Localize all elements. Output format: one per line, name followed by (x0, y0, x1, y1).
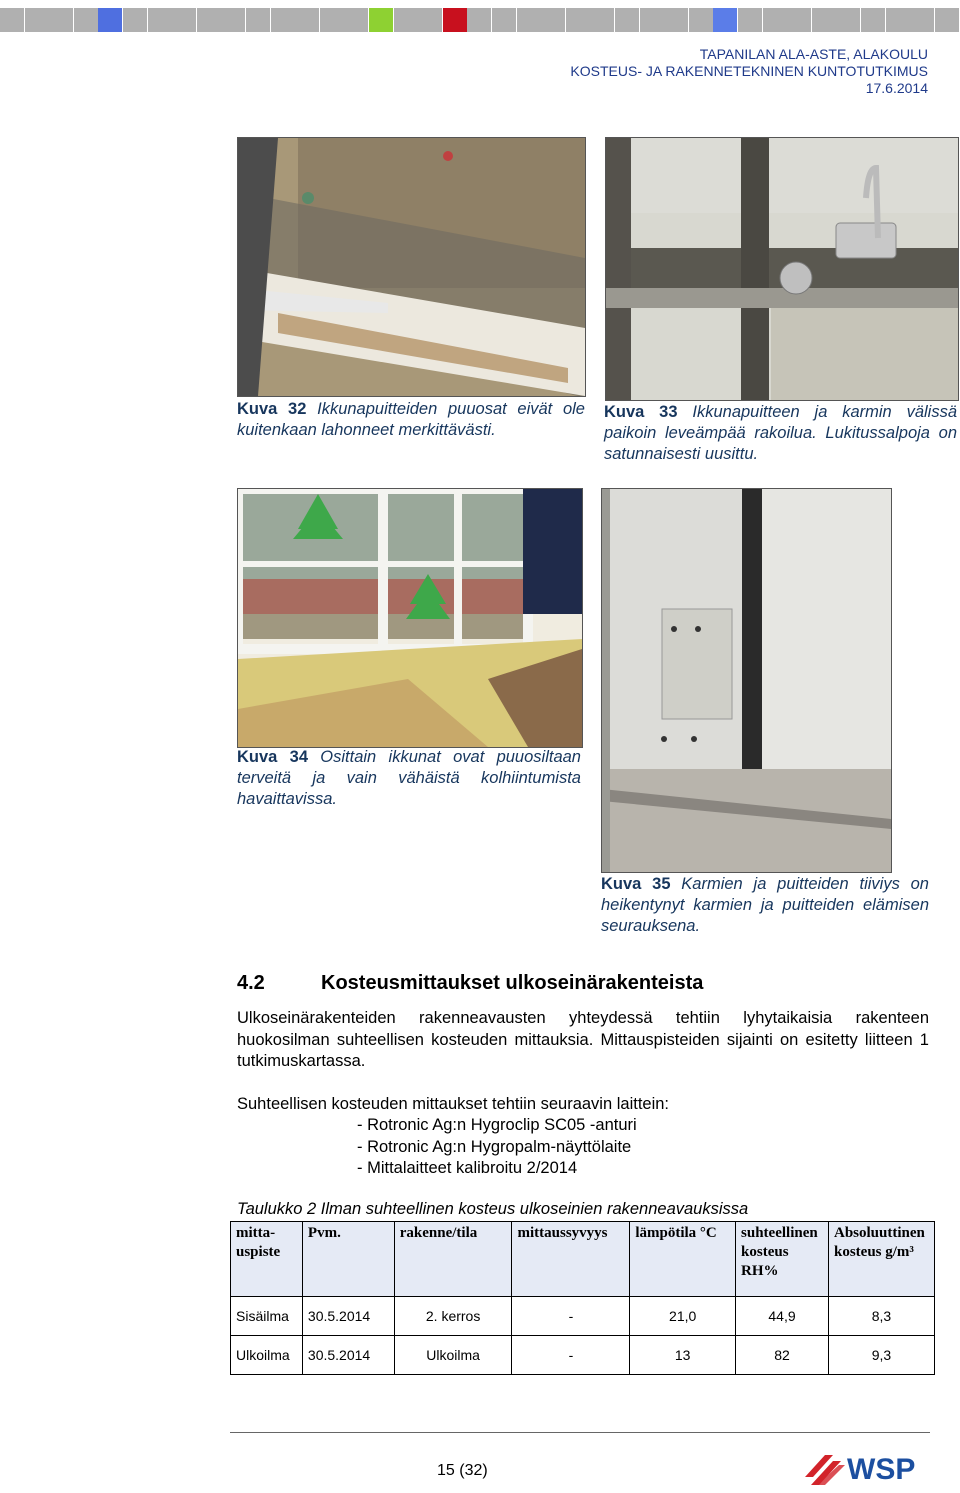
strip-square (664, 8, 688, 32)
strip-square (369, 8, 393, 32)
caption-34-label: Kuva 34 (237, 748, 308, 766)
header-cell: rakenne/tila (394, 1222, 512, 1297)
photo-35 (601, 488, 892, 873)
strip-square (738, 8, 762, 32)
header-project-name: TAPANILAN ALA-ASTE, ALAKOULU (699, 46, 928, 62)
strip-square (615, 8, 639, 32)
caption-33-text: Ikkunapuitteen ja karmin välissä paikoin leveämpää rakoilua. Lukitussalpoja on satunnaisesti uusittu. (604, 403, 957, 463)
table-cell: Ulkoilma (231, 1336, 303, 1375)
strip-square (886, 8, 910, 32)
caption-34-text: Osittain ikkunat ovat puuosiltaan terveitä ja vain vähäistä kolhiintumista havaittavissa. (237, 748, 581, 808)
strip-square (467, 8, 491, 32)
header-cell: lämpötila °C (630, 1222, 736, 1297)
page-number: 15 (32) (437, 1462, 488, 1479)
header-date: 17.6.2014 (865, 80, 928, 96)
caption-35-text: Karmien ja puitteiden tiiviys on heikentynyt karmien ja puitteiden elämisen seurauksena. (601, 875, 929, 935)
caption-33 (604, 402, 957, 465)
wsp-logo (803, 1447, 931, 1487)
table-cell: Ulkoilma (394, 1336, 512, 1375)
header-cell: mitta-uspiste (231, 1222, 303, 1297)
strip-square (172, 8, 196, 32)
strip-square (74, 8, 98, 32)
strip-square (713, 8, 737, 32)
strip-square (689, 8, 713, 32)
strip-square (935, 8, 959, 32)
strip-square (566, 8, 590, 32)
header-cell: suhteellinen kosteus RH% (736, 1222, 829, 1297)
table-cell: 30.5.2014 (302, 1297, 394, 1336)
caption-32 (237, 399, 585, 441)
strip-square (246, 8, 270, 32)
strip-square (148, 8, 172, 32)
caption-35-label: Kuva 35 (601, 875, 671, 893)
device-list (357, 1115, 637, 1180)
section-paragraph-2: Suhteellisen kosteuden mittaukset tehtiin seuraavin laittein: (237, 1095, 670, 1113)
strip-square (640, 8, 664, 32)
table-cell: 9,3 (828, 1336, 934, 1375)
table-cell: 44,9 (736, 1297, 829, 1336)
strip-square (320, 8, 344, 32)
table-row (231, 1297, 935, 1336)
logo-text: WSP (847, 1453, 916, 1486)
strip-square (836, 8, 860, 32)
strip-square (910, 8, 934, 32)
strip-square (861, 8, 885, 32)
strip-square (492, 8, 516, 32)
strip-square (98, 8, 122, 32)
table-cell: 2. kerros (394, 1297, 512, 1336)
section-heading (237, 972, 703, 995)
caption-34 (237, 747, 581, 810)
caption-33-label: Kuva 33 (604, 403, 678, 421)
strip-square (0, 8, 24, 32)
section-paragraph-1: Ulkoseinärakenteiden rakenneavausten yhteydessä tehtiin lyhytaikaisia rakenteen huokosilman suhteellisen kosteuden mittauksia. Mittauspisteiden sijainti on esitetty liitteen 1 tutkimuskartassa. (237, 1009, 929, 1070)
table-cell: 13 (630, 1336, 736, 1375)
strip-square (221, 8, 245, 32)
list-item: - Rotronic Ag:n Hygropalm-näyttölaite (357, 1137, 632, 1156)
strip-square (344, 8, 368, 32)
strip-square (25, 8, 49, 32)
strip-square (394, 8, 418, 32)
strip-square (123, 8, 147, 32)
strip-square (812, 8, 836, 32)
header-cell: Pvm. (302, 1222, 394, 1297)
table-cell: - (512, 1336, 630, 1375)
strip-square (271, 8, 295, 32)
table-cell: Sisäilma (231, 1297, 303, 1336)
footer-divider (230, 1432, 930, 1433)
header-report-type: KOSTEUS- JA RAKENNETEKNINEN KUNTOTUTKIMUS (570, 63, 928, 79)
strip-square (763, 8, 787, 32)
list-item: - Rotronic Ag:n Hygroclip SC05 -anturi (357, 1116, 637, 1134)
section-title: Kosteusmittaukset ulkoseinärakenteista (321, 972, 704, 994)
strip-square (418, 8, 442, 32)
table-header-row (231, 1222, 935, 1297)
strip-square (295, 8, 319, 32)
table-cell: - (512, 1297, 630, 1336)
table-cell: 30.5.2014 (302, 1336, 394, 1375)
section-number: 4.2 (237, 972, 265, 994)
color-strip (0, 8, 960, 32)
list-item: - Mittalaitteet kalibroitu 2/2014 (357, 1159, 578, 1177)
header-cell: Absoluuttinen kosteus g/m³ (828, 1222, 934, 1297)
strip-square (517, 8, 541, 32)
photo-32 (237, 137, 586, 397)
table-caption: Taulukko 2 Ilman suhteellinen kosteus ulkoseinien rakenneavauksissa (237, 1200, 749, 1218)
header-cell: mittaussyvyys (512, 1222, 630, 1297)
table-cell: 21,0 (630, 1297, 736, 1336)
strip-square (787, 8, 811, 32)
strip-square (49, 8, 73, 32)
photo-34 (237, 488, 583, 748)
table-cell: 8,3 (828, 1297, 934, 1336)
strip-square (590, 8, 614, 32)
measurement-table (230, 1221, 935, 1375)
caption-32-label: Kuva 32 (237, 400, 307, 418)
caption-35 (601, 874, 929, 937)
caption-32-text: Ikkunapuitteiden puuosat eivät ole kuitenkaan lahonneet merkittävästi. (237, 400, 585, 439)
table-cell: 82 (736, 1336, 829, 1375)
photo-33 (605, 137, 959, 401)
strip-square (443, 8, 467, 32)
strip-square (197, 8, 221, 32)
table-row (231, 1336, 935, 1375)
strip-square (541, 8, 565, 32)
